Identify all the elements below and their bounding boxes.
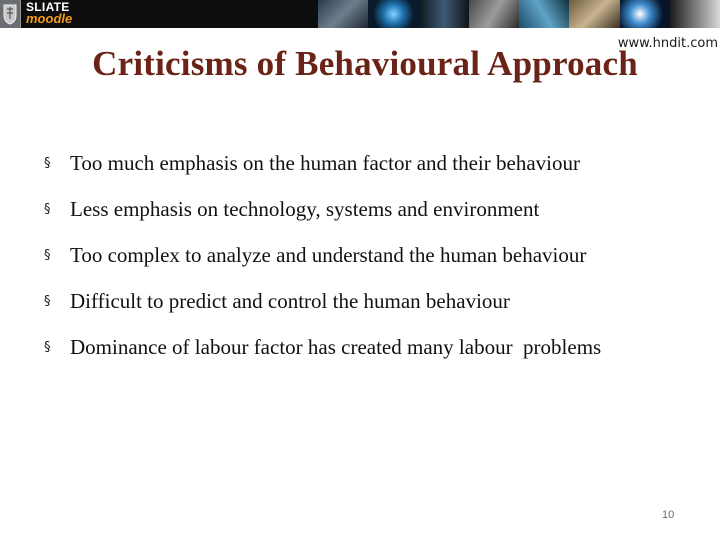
collage-tile xyxy=(620,0,670,28)
collage-tile xyxy=(368,0,418,28)
collage-tile xyxy=(318,0,368,28)
bullet-marker-icon: § xyxy=(44,247,51,263)
site-url[interactable]: www.hndit.com xyxy=(617,36,718,51)
bullet-text: Too much emphasis on the human factor and their behaviour xyxy=(70,150,580,175)
bullet-marker-icon: § xyxy=(44,339,51,355)
sliate-moodle-logo[interactable] xyxy=(26,1,106,27)
collage-tile xyxy=(519,0,569,28)
collage-tile xyxy=(670,0,720,28)
bullet-marker-icon: § xyxy=(44,155,51,171)
bullet-marker-icon: § xyxy=(44,201,51,217)
header-banner xyxy=(0,0,720,28)
slide-title: Criticisms of Behavioural Approach xyxy=(92,44,638,83)
logo-moodle-text: moodle xyxy=(26,11,73,26)
bullet-item xyxy=(44,278,601,324)
collage-tile xyxy=(469,0,519,28)
collage-tile xyxy=(419,0,469,28)
page-number: 10 xyxy=(662,509,675,521)
bullet-text: Dominance of labour factor has created many labour problems xyxy=(70,334,602,359)
bullet-item xyxy=(44,140,601,186)
bullet-text: Difficult to predict and control the human behaviour xyxy=(70,288,510,313)
collage-tile xyxy=(569,0,619,28)
bullet-item xyxy=(44,186,601,232)
bullet-marker-icon: § xyxy=(44,293,51,309)
institution-crest-icon xyxy=(0,0,21,28)
bullet-text: Too complex to analyze and understand the human behaviour xyxy=(70,242,587,267)
bullet-list xyxy=(44,140,601,370)
bullet-item xyxy=(44,232,601,278)
logo-sliate-text: SLIATE xyxy=(26,0,70,14)
bullet-text: Less emphasis on technology, systems and environment xyxy=(70,196,540,221)
bullet-item xyxy=(44,324,601,370)
header-image-collage xyxy=(318,0,720,28)
